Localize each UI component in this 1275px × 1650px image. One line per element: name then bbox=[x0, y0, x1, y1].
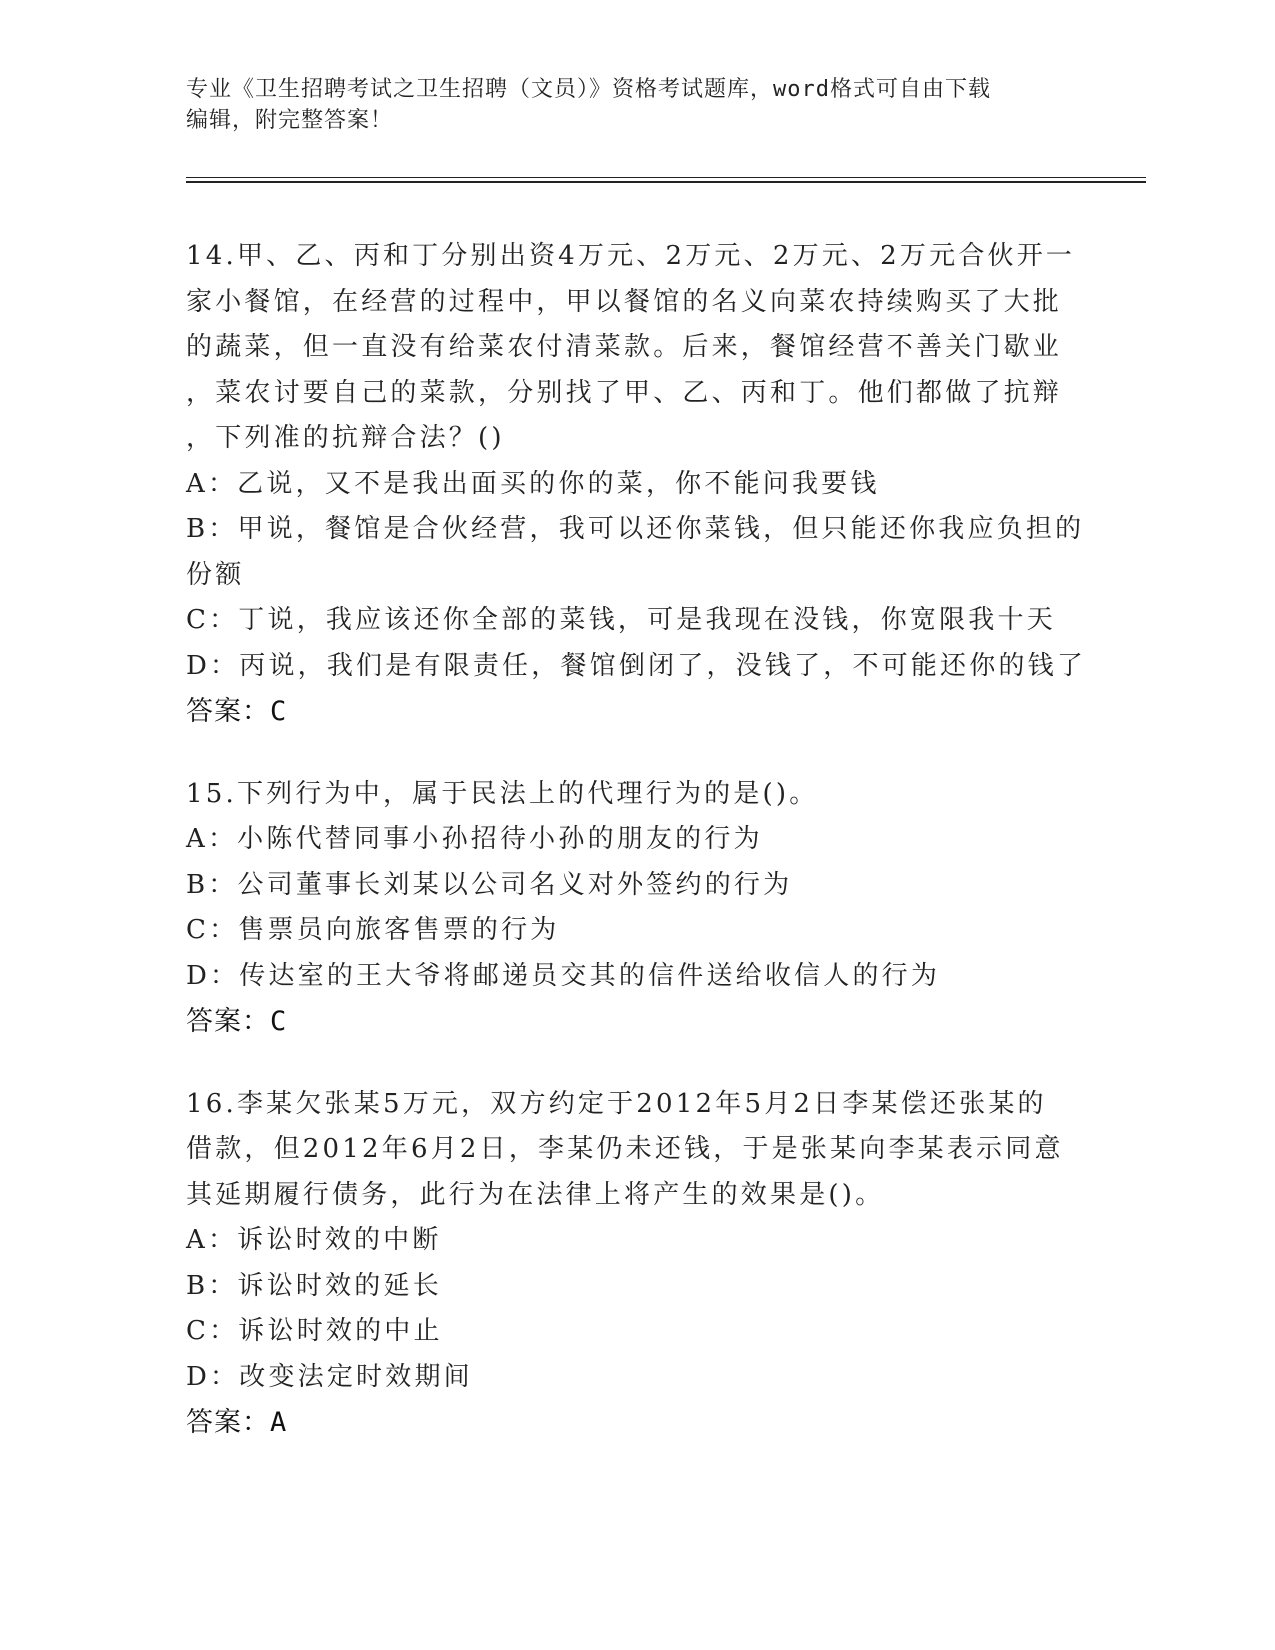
option-d: D：改变法定时效期间 bbox=[186, 1361, 473, 1392]
option-c: C：诉讼时效的中止 bbox=[186, 1316, 443, 1346]
question-list bbox=[186, 234, 1086, 1483]
option-b: B：公司董事长刘某以公司名义对外签约的行为 bbox=[186, 869, 793, 900]
question-16 bbox=[186, 1082, 1086, 1446]
header-line-2: 编辑，附完整答案！ bbox=[186, 108, 394, 133]
question-stem-line: ，下列准的抗辩合法？() bbox=[186, 423, 505, 453]
question-15 bbox=[186, 772, 1086, 1045]
question-stem-line: 的蔬菜，但一直没有给菜农付清菜款。后来，餐馆经营不善关门歇业 bbox=[186, 332, 1063, 362]
option-b: B：诉讼时效的延长 bbox=[186, 1270, 442, 1301]
question-stem-line: 14.甲、乙、丙和丁分别出资4万元、2万元、2万元、2万元合伙开一 bbox=[186, 241, 1076, 271]
document-header bbox=[186, 74, 1086, 136]
answer-label: 答案：A bbox=[186, 1407, 288, 1438]
option-c: C：丁说，我应该还你全部的菜钱，可是我现在没钱，你宽限我十天 bbox=[186, 605, 1056, 635]
option-a: A：乙说，又不是我出面买的你的菜，你不能问我要钱 bbox=[186, 468, 880, 499]
option-b: B：甲说，餐馆是合伙经营，我可以还你菜钱，但只能还你我应负担的 bbox=[186, 514, 1085, 544]
question-stem-line: 借款，但2012年6月2日，李某仍未还钱，于是张某向李某表示同意 bbox=[186, 1134, 1064, 1164]
option-c: C：售票员向旅客售票的行为 bbox=[186, 915, 560, 945]
question-stem-line: 16.李某欠张某5万元，双方约定于2012年5月2日李某偿还张某的 bbox=[186, 1088, 1047, 1119]
question-stem-line: ，菜农讨要自己的菜款，分别找了甲、乙、丙和丁。他们都做了抗辩 bbox=[186, 377, 1063, 408]
question-14 bbox=[186, 234, 1086, 735]
question-stem-line: 其延期履行债务，此行为在法律上将产生的效果是()。 bbox=[186, 1179, 885, 1210]
header-line-1: 专业《卫生招聘考试之卫生招聘（文员）》资格考试题库，word格式可自由下载 bbox=[186, 77, 991, 102]
question-stem-line: 家小餐馆，在经营的过程中，甲以餐馆的名义向菜农持续购买了大批 bbox=[186, 286, 1063, 317]
header-divider-thin bbox=[186, 177, 1146, 178]
answer-label: 答案：C bbox=[186, 696, 288, 727]
option-d: D：传达室的王大爷将邮递员交其的信件送给收信人的行为 bbox=[186, 960, 941, 991]
question-stem-line: 15.下列行为中，属于民法上的代理行为的是()。 bbox=[186, 778, 819, 809]
answer-label: 答案：C bbox=[186, 1006, 288, 1037]
header-divider-thick bbox=[186, 181, 1146, 183]
option-b-continued: 份额 bbox=[186, 559, 245, 590]
option-a: A：诉讼时效的中断 bbox=[186, 1225, 442, 1255]
option-a: A：小陈代替同事小孙招待小孙的朋友的行为 bbox=[186, 824, 763, 854]
option-d: D：丙说，我们是有限责任，餐馆倒闭了，没钱了，不可能还你的钱了 bbox=[186, 650, 1087, 681]
